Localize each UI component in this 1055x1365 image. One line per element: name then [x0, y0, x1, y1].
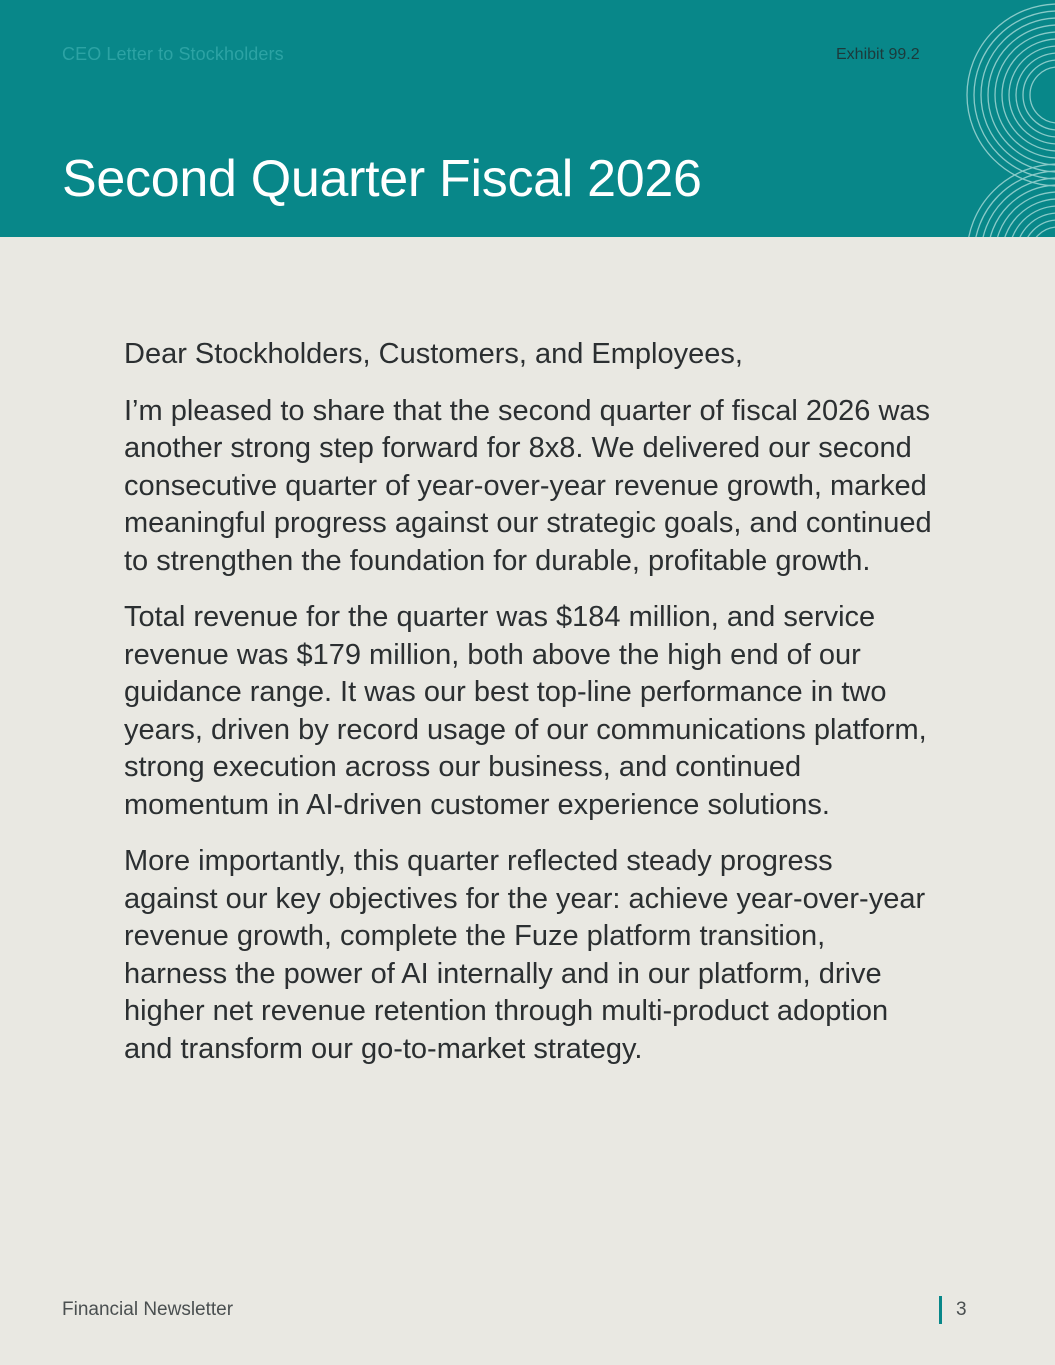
- section-label: CEO Letter to Stockholders: [62, 44, 284, 64]
- page-title: Second Quarter Fiscal 2026: [62, 150, 702, 208]
- letter-paragraph: Total revenue for the quarter was $184 million, and service revenue was $179 million, both above the high end of our guidance range. It was our best top-line performance in two years, driven by record usage of our communications platform, strong execution across our business, and continued momentum in AI-driven customer experience solutions.: [124, 601, 927, 821]
- footer-divider: [939, 1296, 942, 1324]
- exhibit-label: Exhibit 99.2: [836, 46, 920, 63]
- footer-label: Financial Newsletter: [62, 1299, 234, 1320]
- letter-paragraph: I’m pleased to share that the second quarter of fiscal 2026 was another strong step forward for 8x8. We delivered our second consecutive quarter of year-over-year revenue growth, marked meaningful progress against our strategic goals, and continued to strengthen the foundation for durable, profitable growth.: [124, 394, 932, 577]
- concentric-arcs-logo-icon: [940, 0, 1055, 237]
- letter-body: [124, 336, 934, 1087]
- letter-salutation: Dear Stockholders, Customers, and Employees,: [124, 338, 743, 370]
- page-header: [0, 0, 1055, 237]
- page-number: 3: [956, 1299, 967, 1320]
- letter-paragraph: More importantly, this quarter reflected steady progress against our key objectives for the year: achieve year-over-year revenue growth, complete the Fuze platform transition, harness the power of AI internally and in our platform, drive higher net revenue retention through multi-product adoption and transform our go-to-market strategy.: [124, 845, 926, 1065]
